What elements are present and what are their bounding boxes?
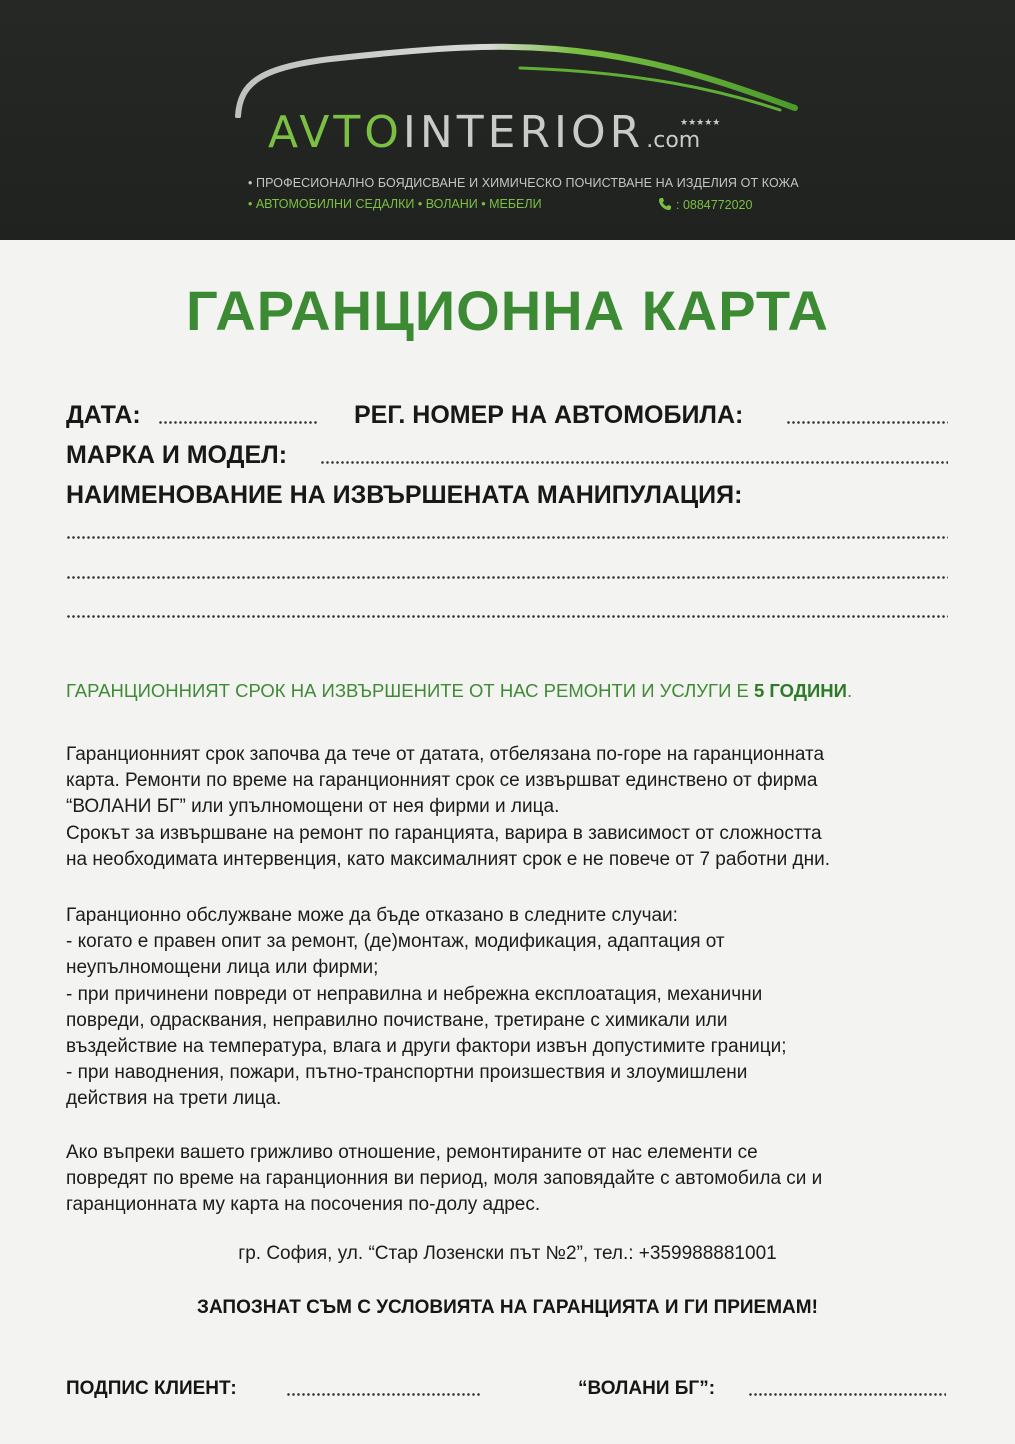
- paragraph-line: повреди, одрасквания, неправилно почистване, третиране с химикали или: [66, 1009, 728, 1031]
- paragraph-line: на необходимата интервенция, като максималният срок е не повече от 7 работни дни.: [66, 848, 831, 870]
- warranty-period: 5 ГОДИНИ: [754, 680, 847, 701]
- paragraph-line: Ако въпреки вашето грижливо отношение, ремонтираните от нас елементи се: [66, 1142, 758, 1163]
- page-title: ГАРАНЦИОННА КАРТА: [186, 279, 829, 342]
- paragraph-line: “ВОЛАНИ БГ” или упълномощени от нея фирми и лица.: [66, 796, 560, 818]
- service-field-line-3[interactable]: [66, 614, 948, 620]
- paragraph-line: действия на трети лица.: [66, 1088, 282, 1110]
- warranty-text: ГАРАНЦИОННИЯТ СРОК НА ИЗВЪРШЕНИТЕ ОТ НАС РЕМОНТИ И УСЛУГИ Е: [66, 680, 754, 701]
- reg-number-label: РЕГ. НОМЕР НА АВТОМОБИЛА:: [354, 401, 744, 429]
- client-signature-field[interactable]: [286, 1392, 482, 1398]
- paragraph-line: Срокът за извършване на ремонт по гаранцията, варира в зависимост от сложността: [66, 822, 822, 844]
- paragraph-contact: [66, 1140, 950, 1219]
- tagline-services: • ПРОФЕСИОНАЛНО БОЯДИСВАНЕ И ХИМИЧЕСКО ПОЧИСТВАНЕ НА ИЗДЕЛИЯ ОТ КОЖА: [248, 176, 799, 190]
- header-banner: [0, 0, 1015, 240]
- logo-secondary: INTERIOR: [402, 107, 645, 158]
- paragraph-line: неупълномощени лица или фирми;: [66, 957, 379, 979]
- client-signature-label: ПОДПИС КЛИЕНТ:: [66, 1378, 237, 1399]
- warranty-end: .: [846, 680, 853, 701]
- logo-primary: AVTO: [268, 107, 403, 158]
- reg-number-field[interactable]: [786, 420, 948, 426]
- header-phone: [658, 197, 752, 212]
- phone-number: : 0884772020: [676, 198, 753, 212]
- paragraph-line: - когато е правен опит за ремонт, (де)монтаж, модификация, адаптация от: [66, 931, 725, 953]
- paragraph-line: карта. Ремонти по време на гаранционният срок се извършват единствено от фирма: [66, 770, 818, 792]
- car-silhouette-logo-icon: [220, 28, 820, 118]
- service-label: НАИМЕНОВАНИЕ НА ИЗВЪРШЕНАТА МАНИПУЛАЦИЯ:: [66, 481, 743, 509]
- logo-domain: .com: [646, 128, 701, 153]
- paragraph-exclusions: [66, 903, 950, 1113]
- date-label: ДАТА:: [66, 401, 141, 429]
- phone-icon: [658, 197, 672, 211]
- company-signature-field[interactable]: [748, 1392, 946, 1398]
- brand-logo: [268, 108, 700, 166]
- paragraph-line: Гаранционният срок започва да тече от датата, отбелязана по-горе на гаранционната: [66, 744, 825, 765]
- company-address: гр. София, ул. “Стар Лозенски път №2”, тел.: +359988881001: [238, 1243, 777, 1264]
- date-field[interactable]: [158, 420, 318, 426]
- warranty-statement: [66, 680, 852, 702]
- paragraph-line: - при причинени повреди от неправилна и небрежна експлоатация, механични: [66, 983, 763, 1005]
- paragraph-line: - при наводнения, пожари, пътно-транспортни произшествия и злоумишлени: [66, 1062, 748, 1084]
- paragraph-line: Гаранционно обслужване може да бъде отказано в следните случаи:: [66, 905, 678, 926]
- agreement-statement: ЗАПОЗНАТ СЪМ С УСЛОВИЯТА НА ГАРАНЦИЯТА И ГИ ПРИЕМАМ!: [197, 1297, 818, 1318]
- logo-stars: ★★★★★: [680, 117, 721, 127]
- service-field-line-1[interactable]: [66, 535, 948, 541]
- paragraph-line: въздействие на температура, влага и други фактори извън допустимите граници;: [66, 1036, 787, 1058]
- service-field-line-2[interactable]: [66, 575, 948, 581]
- tagline-products: • АВТОМОБИЛНИ СЕДАЛКИ • ВОЛАНИ • МЕБЕЛИ: [248, 197, 542, 211]
- make-model-label: МАРКА И МОДЕЛ:: [66, 441, 288, 469]
- company-signature-label: “ВОЛАНИ БГ”:: [578, 1378, 716, 1399]
- paragraph-warranty-terms: [66, 742, 950, 873]
- paragraph-line: повредят по време на гаранционния ви период, моля заповядайте с автомобила си и: [66, 1168, 823, 1190]
- paragraph-line: гаранционната му карта на посочения по-долу адрес.: [66, 1194, 541, 1216]
- make-model-field[interactable]: [320, 460, 948, 466]
